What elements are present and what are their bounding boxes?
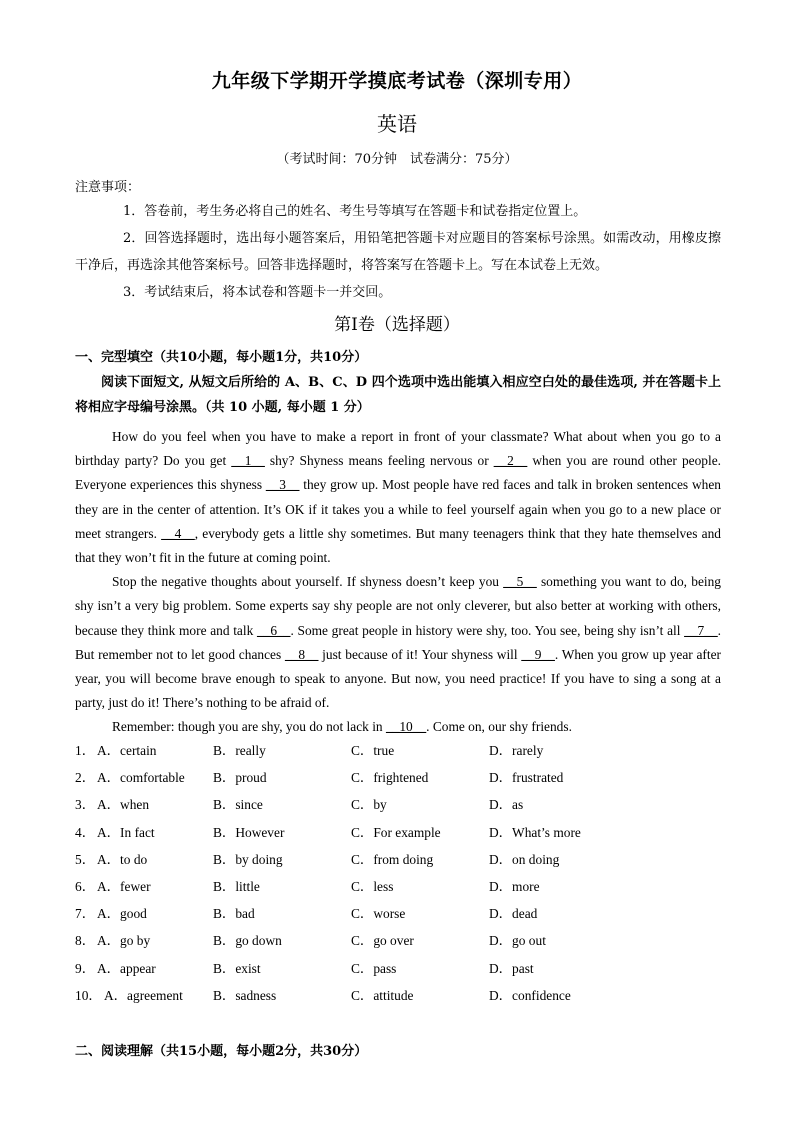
option-a: A．fewer — [97, 878, 151, 894]
option-b: B．go down — [213, 933, 282, 949]
question-row — [75, 876, 721, 903]
option-b: B．really — [213, 743, 266, 758]
question-row — [75, 822, 721, 849]
option-c: C．go over — [351, 933, 414, 949]
option-d: D．on doing — [489, 851, 560, 867]
section2-heading: 二、阅读理解（共15小题，每小题2分，共30分） — [75, 1044, 368, 1059]
passage-paragraph-3 — [75, 715, 721, 739]
question-row — [75, 849, 721, 876]
question-number: 7． — [75, 906, 96, 922]
passage-text: . Some great people in history were shy, too. You see, being shy isn’t all — [290, 622, 685, 638]
option-c: C．pass — [351, 960, 397, 976]
blank-8: __8__ — [284, 646, 319, 662]
question-row — [75, 740, 721, 767]
option-a: A．certain — [97, 743, 157, 758]
option-d: D．dead — [489, 906, 538, 922]
question-options — [75, 740, 721, 1012]
option-d: D．rarely — [489, 743, 544, 758]
passage-text: shy? Shyness means feeling nervous or — [264, 453, 494, 469]
option-c: C．true — [351, 743, 395, 758]
option-a: A．when — [97, 797, 150, 813]
option-a: A．go by — [97, 933, 151, 949]
blank-9: __9__ — [521, 646, 555, 662]
subject-title: 英语 — [377, 112, 417, 136]
option-d: D．go out — [489, 933, 546, 949]
option-b: B．by doing — [213, 851, 283, 867]
question-number: 8． — [75, 933, 96, 949]
passage-paragraph-2 — [75, 570, 721, 715]
passage-text: they grow up. Most people have red faces and talk in broken sentences when they are in the center of attention. It’s OK if it takes you a while to feel yourself again when you go to a new place or meet strangers. — [75, 477, 721, 541]
blank-6: __6__ — [256, 622, 291, 638]
option-d: D．more — [489, 878, 540, 894]
note-item-1: 1．答卷前，考生务必将自己的姓名、考生号等填写在答题卡和试卷指定位置上。 — [123, 204, 587, 219]
question-row — [75, 985, 721, 1012]
question-number: 1． — [75, 743, 96, 758]
cloze-passage — [75, 425, 721, 740]
question-row — [75, 767, 721, 794]
passage-text: something you want to do, being shy isn’t a very big problem. Some experts say shy people are not only cleverer, but also better at working with others, because they think more and talk — [75, 574, 721, 638]
option-d: D．confidence — [489, 987, 571, 1003]
option-b: B．exist — [213, 960, 261, 976]
section1-heading: 一、完型填空（共10小题，每小题1分，共10分） — [75, 350, 368, 365]
exam-info: （考试时间：70分钟 试卷满分：75分） — [276, 152, 518, 167]
section1-instruction: 阅读下面短文, 从短文后所给的 A、B、C、D 四个选项中选出能填入相应空白处的最佳选项, 并在答题卡上将相应字母编号涂黑。（共 10 小题, 每小题 1 分） — [75, 375, 721, 415]
passage-text: . When you grow up year after year, you will become brave enough to speak to anyone. But now, you need practice! If you have to sing a song at a party, just do it! There’s nothing to be afraid of. — [75, 646, 721, 711]
option-d: D．as — [489, 797, 524, 813]
option-b: B．However — [213, 824, 285, 840]
question-number: 3． — [75, 797, 96, 813]
exam-title: 九年级下学期开学摸底考试卷（深圳专用） — [211, 70, 583, 92]
option-a: A．to do — [97, 851, 148, 867]
option-a: A．In fact — [97, 824, 155, 840]
question-number: 2． — [75, 770, 96, 786]
option-c: C．For example — [351, 824, 441, 840]
note-item-3: 3．考试结束后，将本试卷和答题卡一并交回。 — [123, 285, 392, 300]
blank-7: __7__ — [684, 622, 718, 638]
option-b: B．sadness — [213, 987, 277, 1003]
passage-text: when you are round other people. Everyone experiences this shyness — [75, 453, 721, 493]
option-b: B．bad — [213, 906, 255, 922]
option-c: C．attitude — [351, 987, 414, 1003]
option-c: C．frightened — [351, 770, 429, 786]
question-row — [75, 903, 721, 930]
passage-text: just because of it! Your shyness will — [318, 646, 522, 662]
option-a: A．comfortable — [97, 770, 185, 786]
option-d: D．frustrated — [489, 770, 564, 786]
question-number: 9． — [75, 960, 96, 976]
blank-3: __3__ — [265, 477, 300, 493]
option-a: A．appear — [97, 960, 156, 976]
option-b: B．since — [213, 797, 263, 813]
blank-1: __1__ — [231, 453, 265, 469]
part-title: 第Ⅰ卷（选择题） — [334, 315, 460, 335]
option-c: C．less — [351, 878, 394, 894]
question-number: 6． — [75, 878, 96, 894]
passage-text: Stop the negative thoughts about yourself. If shyness doesn’t keep you — [112, 574, 504, 590]
passage-text: , everybody gets a little shy sometimes. But many teenagers think that they hate themselves and that they won’t fit in the future at coming point. — [75, 525, 721, 566]
option-a: A．good — [97, 906, 147, 922]
notes-heading: 注意事项： — [75, 180, 141, 195]
blank-10: __10__ — [385, 719, 427, 735]
option-a: A．agreement — [104, 987, 183, 1003]
option-b: B．little — [213, 878, 260, 894]
passage-text: How do you feel when you have to make a report in front of your classmate? What about when you go to a birthday party? Do you get — [75, 429, 721, 469]
option-c: C．by — [351, 797, 387, 813]
question-number: 5． — [75, 851, 96, 867]
question-row — [75, 930, 721, 957]
blank-4: __4__ — [161, 525, 195, 541]
question-number: 10． — [75, 987, 102, 1003]
option-d: D．past — [489, 960, 534, 976]
question-row — [75, 794, 721, 821]
passage-text: Remember: though you are shy, you do not lack in — [112, 719, 386, 735]
blank-2: __2__ — [493, 453, 528, 469]
option-c: C．from doing — [351, 851, 434, 867]
blank-5: __5__ — [503, 574, 537, 590]
option-b: B．proud — [213, 770, 267, 786]
passage-paragraph-1 — [75, 425, 721, 570]
note-item-2: 2．回答选择题时，选出每小题答案后，用铅笔把答题卡对应题目的答案标号涂黑。如需改动，用橡皮擦干净后，再选涂其他答案标号。回答非选择题时，将答案写在答题卡上。写在本试卷上无效。 — [75, 231, 721, 273]
question-number: 4． — [75, 824, 96, 840]
passage-text: . Come on, our shy friends. — [426, 719, 572, 735]
option-c: C．worse — [351, 906, 406, 922]
question-row — [75, 958, 721, 985]
passage-text: . But remember not to let good chances — [75, 622, 721, 662]
option-d: D．What’s more — [489, 824, 581, 840]
